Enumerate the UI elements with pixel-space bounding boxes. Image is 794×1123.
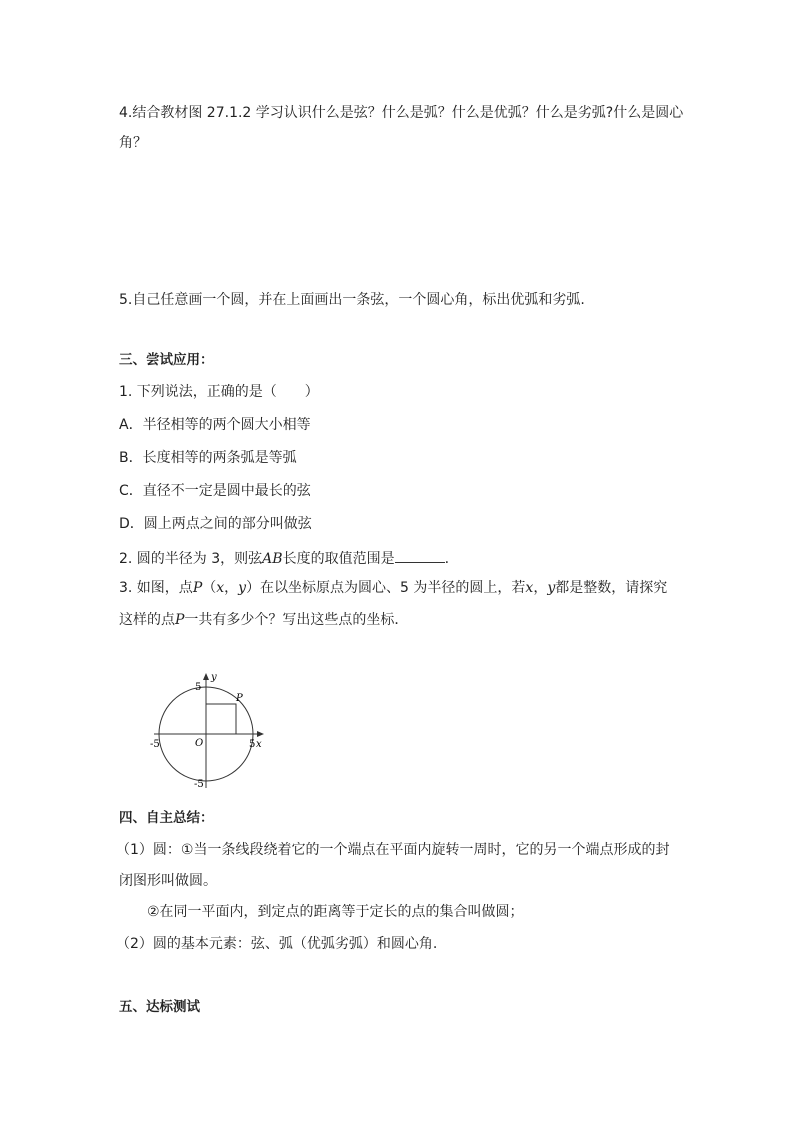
problem-1-option-b: B．长度相等的两条弧是等弧 [119,450,297,466]
p3-x: x [216,580,225,596]
section-4-heading: 四、自主总结： [119,810,214,826]
p3-pre: 3. 如图，点 [119,580,193,596]
p3-line2-pre: 这样的点 [119,612,175,628]
p3-y: y [238,580,247,596]
y-axis-arrow [203,673,209,680]
question-5: 5.自己任意画一个圆，并在上面画出一条弦，一个圆心角，标出优弧和劣弧. [119,292,585,308]
problem-1-stem: 1. 下列说法，正确的是（ ） [119,384,319,400]
tick-right: 5 [249,739,256,750]
problem-1-option-a: A．半径相等的两个圆大小相等 [119,417,311,433]
tick-left: -5 [150,739,160,750]
p3-x2: x [525,580,534,596]
origin-label: O [195,738,204,749]
summary-item-1-line-1: （1）圆：①当一条线段绕着它的一个端点在平面内旋转一周时，它的另一个端点形成的封 [116,842,670,858]
problem-2-text-pre: 2. 圆的半径为 3，则弦 [119,551,263,567]
problem-2-text-post: 长度的取值范围是 [282,551,395,567]
tick-bottom: -5 [194,779,204,790]
point-p-label: P [236,693,243,704]
question-4-line-1: 4.结合教材图 27.1.2 学习认识什么是弦？什么是弧？什么是优弧？什么是劣弧?什么是圆心 [119,105,684,121]
p3-y2: y [547,580,556,596]
problem-3-line-2 [119,610,408,630]
p3-comma: ， [224,580,239,596]
p3-point-p2: P [175,612,185,628]
p3-comma2: ， [533,580,548,596]
summary-item-1-line-3: ②在同一平面内，到定点的距离等于定长的点的集合叫做圆； [147,904,524,920]
problem-2-end: . [444,551,450,567]
problem-1-option-c: C．直径不一定是圆中最长的弦 [119,483,311,499]
p3-tail: 都是整数，请探究 [555,580,668,596]
circle-coordinate-figure [140,668,270,798]
p3-line2-post: 一共有多少个？写出这些点的坐标． [184,612,409,628]
problem-3-line-1 [119,578,667,598]
p3-point-p: P [192,580,203,596]
tick-top: 5 [195,682,202,693]
section-5-heading: 五、达标测试 [119,999,200,1015]
summary-item-2: （2）圆的基本元素：弦、弧（优弧劣弧）和圆心角. [116,936,438,952]
summary-item-1-line-2: 闭图形叫做圆。 [119,873,217,889]
x-axis-arrow [257,731,264,737]
problem-2-var-ab: AB [262,551,283,567]
p3-open: （ [202,580,217,596]
y-label: y [211,672,217,683]
problem-1-option-d: D．圆上两点之间的部分叫做弦 [119,516,312,532]
section-3-heading: 三、尝试应用： [119,352,214,368]
problem-2 [119,548,449,569]
question-4-line-2: 角？ [119,135,147,151]
p3-close: ）在以坐标原点为圆心、5 为半径的圆上，若 [246,580,526,596]
answer-blank[interactable] [395,548,445,563]
rectangle [206,704,236,734]
x-label: x [256,739,262,750]
